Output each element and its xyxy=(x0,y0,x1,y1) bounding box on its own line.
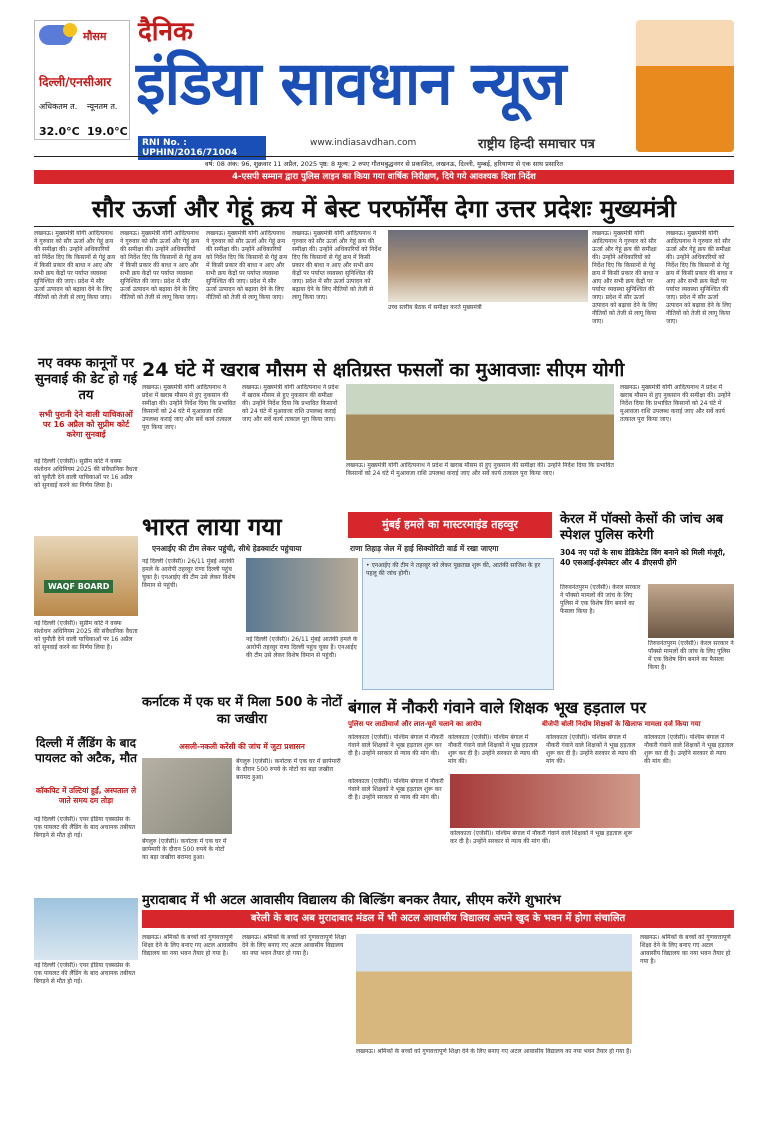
kerala-photo xyxy=(648,584,734,638)
bengal-strap-2: बीजेपी बोली निर्दोष शिक्षकों के खिलाफ मामला दर्ज किया गया xyxy=(542,720,701,728)
waqf-photo xyxy=(34,536,138,616)
airplane-photo xyxy=(34,898,138,960)
rni-number: RNI No. : UPHIN/2016/71004 xyxy=(138,136,266,160)
delhi-body-1: नई दिल्ली (एजेंसी)। एयर इंडिया एक्सप्रेस के एक पायलट की लैंडिंग के बाद अचानक तबीयत बिगड़ने से मौत हो गई। xyxy=(34,816,136,839)
cm-portrait xyxy=(636,20,734,152)
crop-col-3: लखनऊ। मुख्यमंत्री योगी आदित्यनाथ ने प्रदेश में खराब मौसम से हुए नुकसान की समीक्षा की। उन्होंने निर्देश दिया कि प्रभावित किसानों को 24 घंटे में मुआवजा राशि उपलब्ध कराई जाए और सर्वे कार्य तत्काल पूरा किया जाए। xyxy=(620,384,731,423)
karnataka-sub: असली-नकली करेंसी की जांच में जुटा प्रशासन xyxy=(179,742,305,751)
website: www.indiasavdhan.com xyxy=(310,138,417,148)
crop-col-1: लखनऊ। मुख्यमंत्री योगी आदित्यनाथ ने प्रदेश में खराब मौसम से हुए नुकसान की समीक्षा की। उन्होंने निर्देश दिया कि प्रभावित किसानों को 24 घंटे में मुआवजा राशि उपलब्ध कराई जाए और सर्वे कार्य तत्काल पूरा किया जाए। xyxy=(142,384,236,431)
delhi-sub: कॉकपिट में उल्टियां हुईं, अस्पताल ले जाते समय दम तोड़ा xyxy=(35,786,137,805)
sun-icon xyxy=(63,23,77,37)
bengal-headline: बंगाल में नौकरी गंवाने वाले शिक्षक भूख हड़ताल पर xyxy=(348,698,647,717)
protest-photo xyxy=(450,774,640,828)
lead-col-4: लखनऊ। मुख्यमंत्री योगी आदित्यनाथ ने गुरुवार को सौर ऊर्जा और गेहूं क्रय की समीक्षा की। उन्होंने अधिकारियों को निर्देश दिए कि किसानों से गेहूं क्रय में किसी प्रकार की बाधा न आए और सभी क्रय केंद्रों पर पर्याप्त व्यवस्था सुनिश्चित की जाए। प्रदेश में सौर ऊर्जा उत्पादन को बढ़ावा देने के लिए नीतियों को तेजी से लागू किया जाए। xyxy=(292,230,382,301)
lead-col-5: लखनऊ। मुख्यमंत्री योगी आदित्यनाथ ने गुरुवार को सौर ऊर्जा और गेहूं क्रय की समीक्षा की। उन्होंने अधिकारियों को निर्देश दिए कि किसानों से गेहूं क्रय में किसी प्रकार की बाधा न आए और सभी क्रय केंद्रों पर पर्याप्त व्यवस्था सुनिश्चित की जाए। प्रदेश में सौर ऊर्जा उत्पादन को बढ़ावा देने के लिए नीतियों को तेजी से लागू किया जाए। xyxy=(592,230,659,325)
tahawwur-box: • एनआईए की टीम ने तहव्वुर को लेकर पूछताछ शुरू की, आतंकी साजिश के हर पहलू की जांच होगी। xyxy=(362,558,554,690)
lead-caption: उच्च स्तरीय बैठक में समीक्षा करते मुख्यमंत्री xyxy=(388,304,482,311)
tahawwur-col-1: नई दिल्ली (एजेंसी)। 26/11 मुंबई आतंकी हमले के आरोपी तहव्वुर राणा दिल्ली पहुंच चुका है। एनआईए की टीम उसे लेकर विशेष विमान से पहुंची। xyxy=(142,558,236,589)
min-temp-label: न्यूनतम त. xyxy=(87,102,118,111)
weather-label: मौसम xyxy=(83,30,107,43)
tagline: राष्ट्रीय हिन्दी समाचार पत्र xyxy=(478,137,595,152)
masthead-title: इंडिया सावधान न्यूज xyxy=(136,49,566,119)
crop-photo xyxy=(346,384,614,460)
bengal-col-4: कोलकाता (एजेंसी)। पश्चिम बंगाल में नौकरी गंवाने वाले शिक्षकों ने भूख हड़ताल शुरू कर दी है। उन्होंने सरकार से न्याय की मांग की। xyxy=(644,734,734,765)
moradabad-bar: बरेली के बाद अब मुरादाबाद मंडल में भी अटल आवासीय विद्यालय अपने खुद के भवन में होगा संचालित xyxy=(142,910,734,928)
lead-col-1: लखनऊ। मुख्यमंत्री योगी आदित्यनाथ ने गुरुवार को सौर ऊर्जा और गेहूं क्रय की समीक्षा की। उन्होंने अधिकारियों को निर्देश दिए कि किसानों से गेहूं क्रय में किसी प्रकार की बाधा न आए और सभी क्रय केंद्रों पर पर्याप्त व्यवस्था सुनिश्चित की जाए। प्रदेश में सौर ऊर्जा उत्पादन को बढ़ावा देने के लिए नीतियों को तेजी से लागू किया जाए। xyxy=(34,230,116,301)
karnataka-col-2: बेंगलुरु (एजेंसी)। कर्नाटक में एक घर में छापेमारी के दौरान 500 रुपये के नोटों का बड़ा जखीरा बरामद हुआ। xyxy=(142,838,227,861)
moradabad-col-2: लखनऊ। श्रमिकों के बच्चों को गुणवत्तापूर्ण शिक्षा देने के लिए बनाए गए अटल आवासीय विद्यालय का नया भवन तैयार हो गया है। xyxy=(242,934,347,957)
tahawwur-headline: भारत लाया गया xyxy=(142,513,282,541)
min-temp: 19.0°C xyxy=(87,125,128,138)
currency-photo xyxy=(142,758,232,834)
lead-col-6: लखनऊ। मुख्यमंत्री योगी आदित्यनाथ ने गुरुवार को सौर ऊर्जा और गेहूं क्रय की समीक्षा की। उन्होंने अधिकारियों को निर्देश दिए कि किसानों से गेहूं क्रय में किसी प्रकार की बाधा न आए और सभी क्रय केंद्रों पर पर्याप्त व्यवस्था सुनिश्चित की जाए। प्रदेश में सौर ऊर्जा उत्पादन को बढ़ावा देने के लिए नीतियों को तेजी से लागू किया जाए। xyxy=(666,230,733,325)
weather-box xyxy=(34,20,130,140)
bengal-col-6: कोलकाता (एजेंसी)। पश्चिम बंगाल में नौकरी गंवाने वाले शिक्षकों ने भूख हड़ताल शुरू कर दी है। उन्होंने सरकार से न्याय की मांग की। xyxy=(450,830,633,845)
karnataka-headline: कर्नाटक में एक घर में मिला 500 के नोटों का जखीरा xyxy=(142,695,342,727)
waqf-headline: नए वक्फ कानूनों पर सुनवाई की डेट हो गई तय xyxy=(35,356,137,403)
masthead-daily: दैनिक xyxy=(138,17,193,47)
weather-city: दिल्ली/एनसीआर xyxy=(39,75,112,89)
crop-headline: 24 घंटे में खराब मौसम से क्षतिग्रस्त फसलों का मुआवजाः सीएम योगी xyxy=(142,359,625,381)
delhi-headline: दिल्ली में लैंडिंग के बाद पायलट को अटैक, मौत xyxy=(34,736,138,765)
bengal-col-5: कोलकाता (एजेंसी)। पश्चिम बंगाल में नौकरी गंवाने वाले शिक्षकों ने भूख हड़ताल शुरू कर दी है। उन्होंने सरकार से न्याय की मांग की। xyxy=(348,778,444,801)
bengal-col-1: कोलकाता (एजेंसी)। पश्चिम बंगाल में नौकरी गंवाने वाले शिक्षकों ने भूख हड़ताल शुरू कर दी है। उन्होंने सरकार से न्याय की मांग की। xyxy=(348,734,444,757)
waqf-body: नई दिल्ली (एजेंसी)। सुप्रीम कोर्ट ने वक्फ संशोधन अधिनियम 2025 की संवैधानिक वैधता को चुनौती देने वाली याचिकाओं पर 16 अप्रैल को सुनवाई करने का निर्णय लिया है। xyxy=(34,458,138,489)
waqf-body-2: नई दिल्ली (एजेंसी)। सुप्रीम कोर्ट ने वक्फ संशोधन अधिनियम 2025 की संवैधानिक वैधता को चुनौती देने वाली याचिकाओं पर 16 अप्रैल को सुनवाई करने का निर्णय लिया है। xyxy=(34,620,138,651)
moradabad-caption: लखनऊ। श्रमिकों के बच्चों को गुणवत्तापूर्ण शिक्षा देने के लिए बनाए गए अटल आवासीय विद्यालय का नया भवन तैयार हो गया है। xyxy=(356,1048,632,1055)
lead-col-2: लखनऊ। मुख्यमंत्री योगी आदित्यनाथ ने गुरुवार को सौर ऊर्जा और गेहूं क्रय की समीक्षा की। उन्होंने अधिकारियों को निर्देश दिए कि किसानों से गेहूं क्रय में किसी प्रकार की बाधा न आए और सभी क्रय केंद्रों पर पर्याप्त व्यवस्था सुनिश्चित की जाए। प्रदेश में सौर ऊर्जा उत्पादन को बढ़ावा देने के लिए नीतियों को तेजी से लागू किया जाए। xyxy=(120,230,202,301)
kerala-col-1: तिरुवनंतपुरम (एजेंसी)। केरल सरकार ने पॉक्सो मामलों की जांच के लिए पुलिस में एक विशेष विंग बनाने का फैसला किया है। xyxy=(560,584,641,615)
kerala-col-2: तिरुवनंतपुरम (एजेंसी)। केरल सरकार ने पॉक्सो मामलों की जांच के लिए पुलिस में एक विशेष विंग बनाने का फैसला किया है। xyxy=(648,640,734,671)
lead-photo-meeting xyxy=(388,230,588,302)
waqf-board-sign: WAQF BOARD xyxy=(44,580,113,593)
lead-col-3: लखनऊ। मुख्यमंत्री योगी आदित्यनाथ ने गुरुवार को सौर ऊर्जा और गेहूं क्रय की समीक्षा की। उन्होंने अधिकारियों को निर्देश दिए कि किसानों से गेहूं क्रय में किसी प्रकार की बाधा न आए और सभी क्रय केंद्रों पर पर्याप्त व्यवस्था सुनिश्चित की जाए। प्रदेश में सौर ऊर्जा उत्पादन को बढ़ावा देने के लिए नीतियों को तेजी से लागू किया जाए। xyxy=(206,230,288,301)
moradabad-headline: मुरादाबाद में भी अटल आवासीय विद्यालय की बिल्डिंग बनकर तैयार, सीएम करेंगे शुभारंभ xyxy=(142,893,561,908)
delhi-body-2: नई दिल्ली (एजेंसी)। एयर इंडिया एक्सप्रेस के एक पायलट की लैंडिंग के बाद अचानक तबीयत बिगड़ने से मौत हो गई। xyxy=(34,962,136,985)
tahawwur-photo xyxy=(246,558,358,632)
crop-col-2: लखनऊ। मुख्यमंत्री योगी आदित्यनाथ ने प्रदेश में खराब मौसम से हुए नुकसान की समीक्षा की। उन्होंने निर्देश दिया कि प्रभावित किसानों को 24 घंटे में मुआवजा राशि उपलब्ध कराई जाए और सर्वे कार्य तत्काल पूरा किया जाए। xyxy=(242,384,339,423)
karnataka-col-1: बेंगलुरु (एजेंसी)। कर्नाटक में एक घर में छापेमारी के दौरान 500 रुपये के नोटों का बड़ा जखीरा बरामद हुआ। xyxy=(236,758,341,781)
kerala-sub: 304 नए पदों के साथ डेडिकेटेड विंग बनाने को मिली मंजूरी, 40 एसआई-इंस्पेक्टर और 4 डीएसपी होंगे xyxy=(560,548,726,567)
max-temp: 32.0°C xyxy=(39,125,80,138)
waqf-sub: सभी पुरानी देने वाली याचिकाओं पर 16 अप्रैल को सुप्रीम कोर्ट करेगा सुनवाई xyxy=(39,410,133,439)
info-line: वर्ष: 08 अंक: 96, शुक्रवार 11 अप्रैल, 2025 पृष्ठ: 8 मूल्य: 2 रुपए गौतमबुद्धनगर से प्रकाशित, लखनऊ, दिल्ली, मुम्बई, हरियाणा से एक साथ प्रसारित xyxy=(34,156,734,171)
kerala-headline: केरल में पॉक्सो केसों की जांच अब स्पेशल पुलिस करेगी xyxy=(560,512,724,543)
moradabad-col-1: लखनऊ। श्रमिकों के बच्चों को गुणवत्तापूर्ण शिक्षा देने के लिए बनाए गए अटल आवासीय विद्यालय का नया भवन तैयार हो गया है। xyxy=(142,934,238,957)
flash-bar: 4-एसपी सम्मान द्वारा पुलिस लाइन का किया गया वार्षिक निरीक्षण, दिये गये आवश्यक दिशा निर्देश xyxy=(34,170,734,184)
crop-caption: लखनऊ। मुख्यमंत्री योगी आदित्यनाथ ने प्रदेश में खराब मौसम से हुए नुकसान की समीक्षा की। उन्होंने निर्देश दिया कि प्रभावित किसानों को 24 घंटे में मुआवजा राशि उपलब्ध कराई जाए और सर्वे कार्य तत्काल पूरा किया जाए। xyxy=(346,462,614,477)
max-temp-label: अधिकतम त. xyxy=(39,102,78,111)
lead-headline: सौर ऊर्जा और गेहूं क्रय में बेस्ट परफॉर्मेंस देगा उत्तर प्रदेशः मुख्यमंत्री xyxy=(92,195,676,223)
bengal-col-3: कोलकाता (एजेंसी)। पश्चिम बंगाल में नौकरी गंवाने वाले शिक्षकों ने भूख हड़ताल शुरू कर दी है। उन्होंने सरकार से न्याय की मांग की। xyxy=(546,734,637,765)
tahawwur-tag: मुंबई हमले का मास्टरमाइंड तहव्वुर xyxy=(348,512,552,538)
tahawwur-strap-1: एनआईए की टीम लेकर पहुंची, सीधे हेडक्वार्टर पहुंचाया xyxy=(152,544,302,553)
bengal-strap-1: पुलिस पर लाठीचार्ज और लात-घूसे चलाने का आरोप xyxy=(348,720,482,728)
tahawwur-strap-2: राणा तिहाड़ जेल में हाई सिक्योरिटी वार्ड में रखा जाएगा xyxy=(350,544,499,553)
lead-rule xyxy=(34,226,734,227)
school-building-photo xyxy=(356,934,632,1044)
tahawwur-col-2: नई दिल्ली (एजेंसी)। 26/11 मुंबई आतंकी हमले के आरोपी तहव्वुर राणा दिल्ली पहुंच चुका है। एनआईए की टीम उसे लेकर विशेष विमान से पहुंची। xyxy=(246,636,358,659)
bengal-col-2: कोलकाता (एजेंसी)। पश्चिम बंगाल में नौकरी गंवाने वाले शिक्षकों ने भूख हड़ताल शुरू कर दी है। उन्होंने सरकार से न्याय की मांग की। xyxy=(448,734,539,765)
moradabad-col-3: लखनऊ। श्रमिकों के बच्चों को गुणवत्तापूर्ण शिक्षा देने के लिए बनाए गए अटल आवासीय विद्यालय का नया भवन तैयार हो गया है। xyxy=(640,934,731,965)
